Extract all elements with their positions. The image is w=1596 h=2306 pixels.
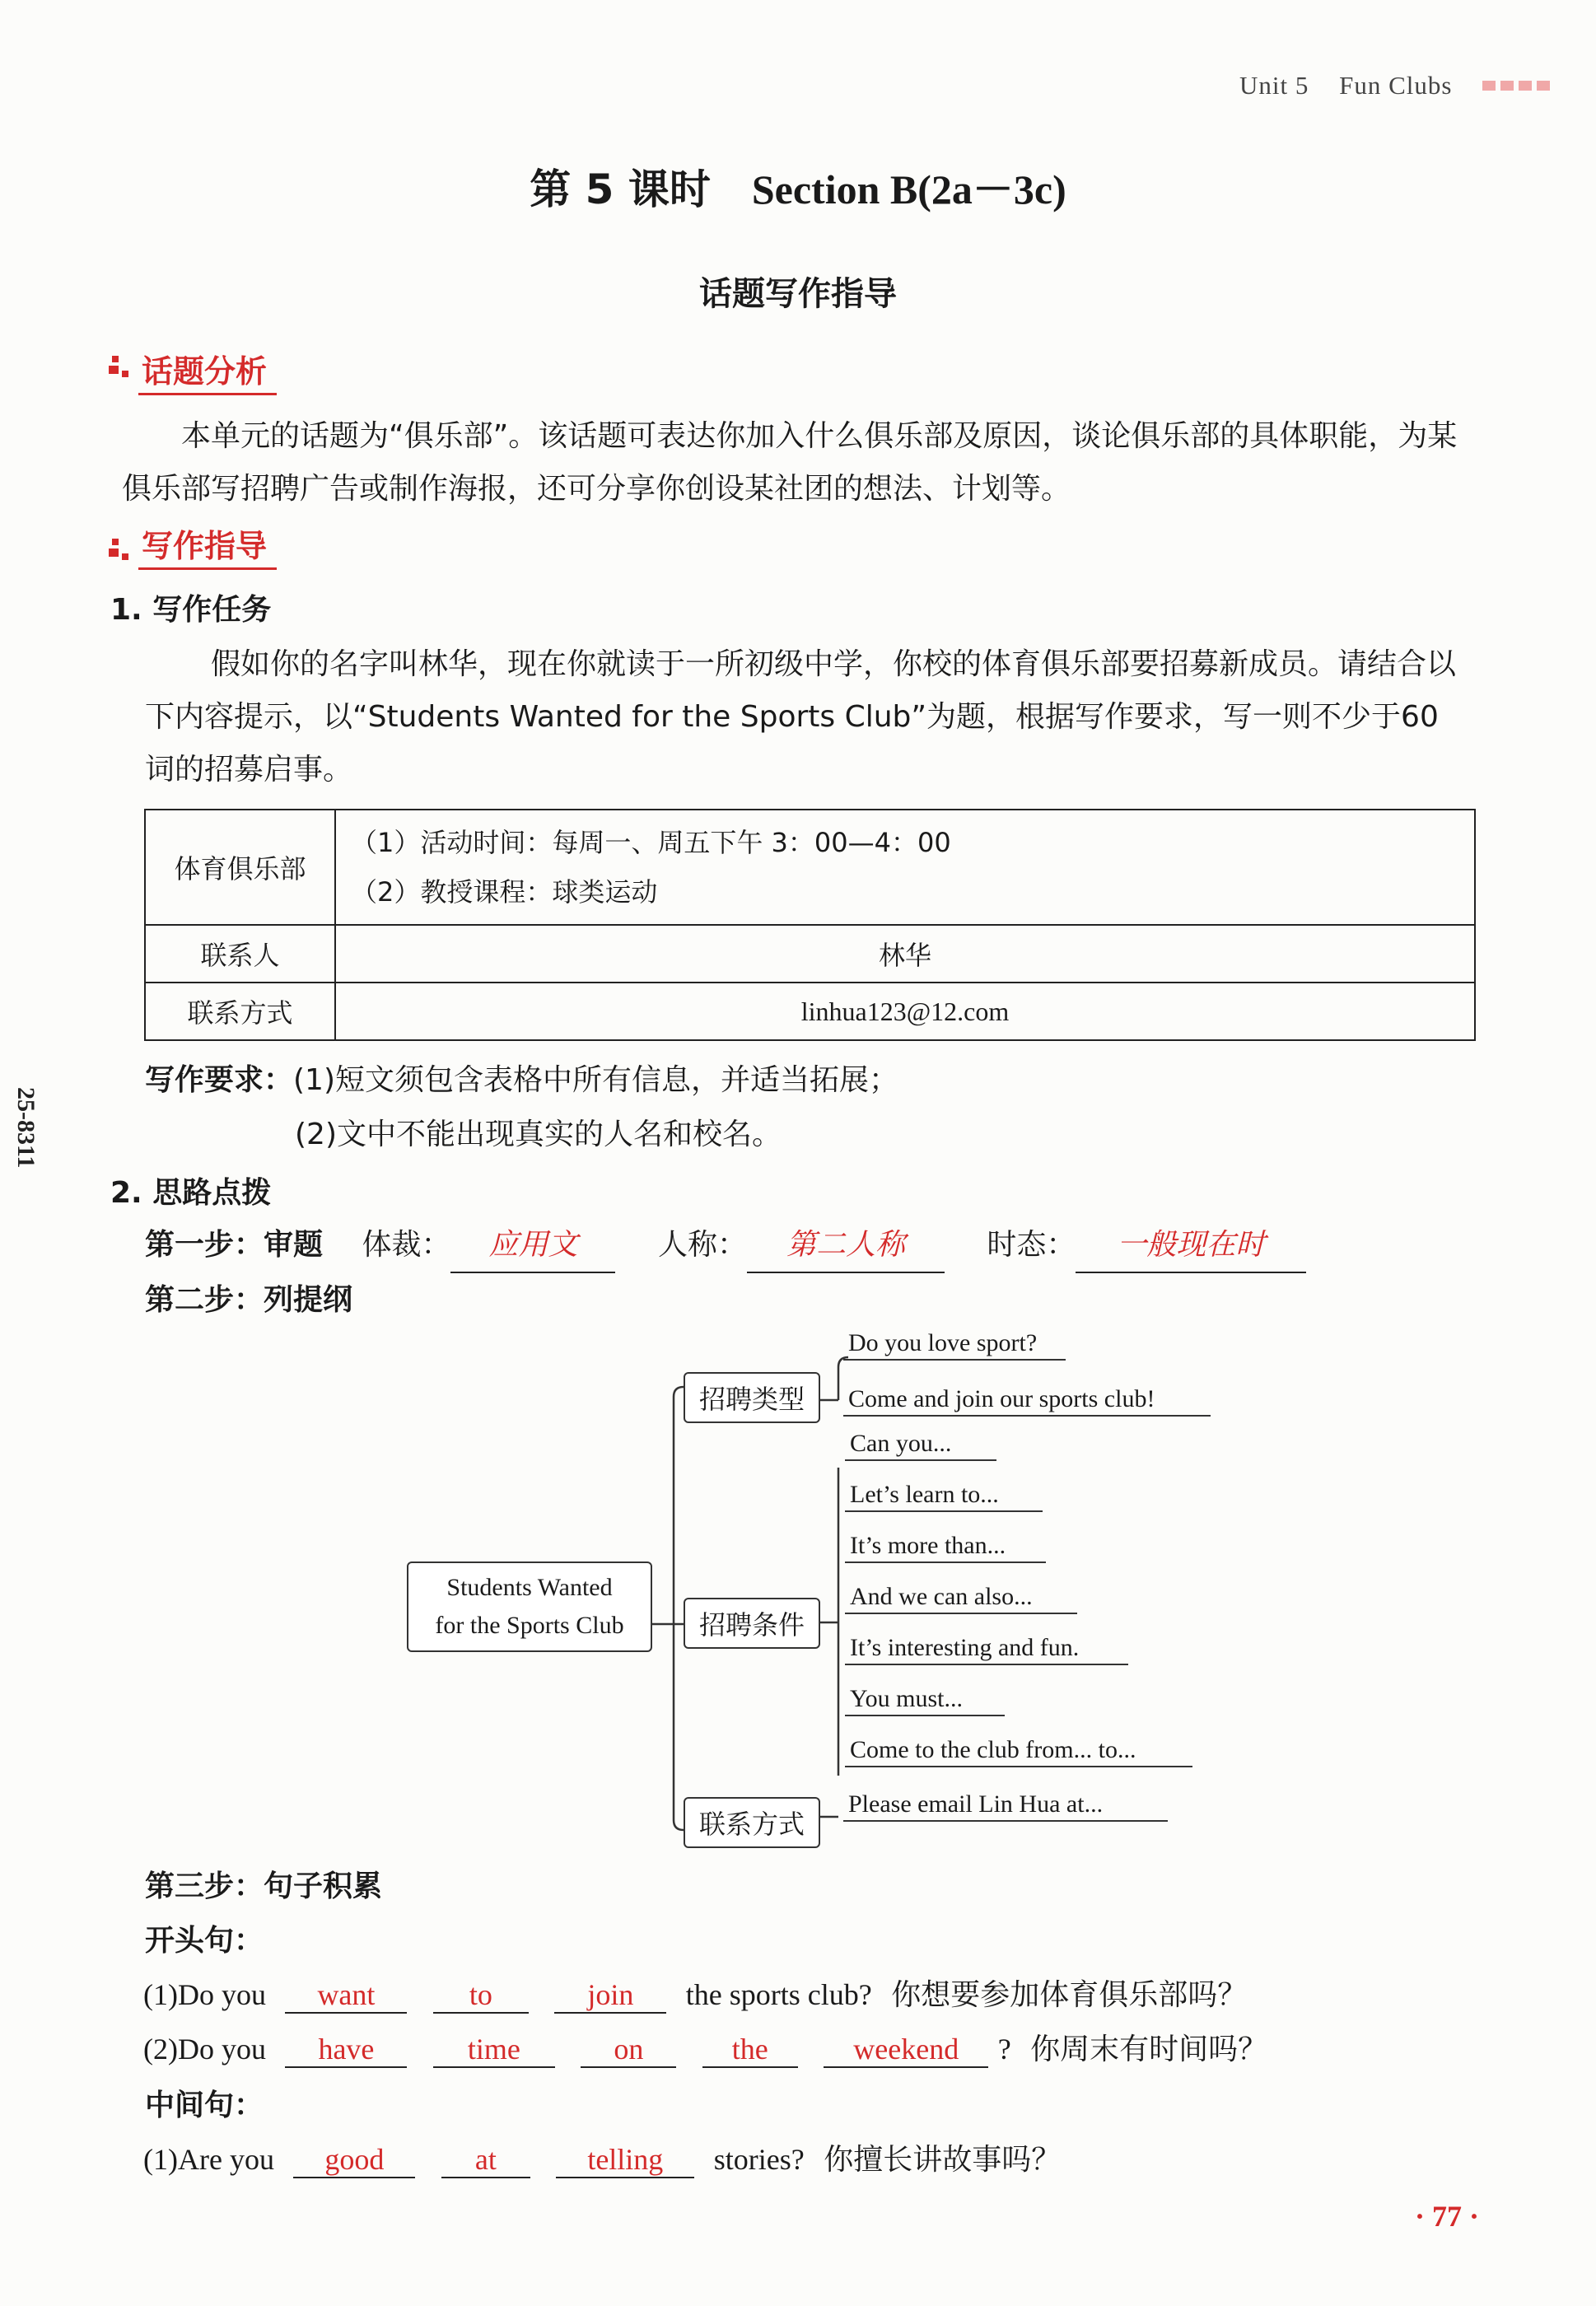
mindmap-leaf: Come to the club from... to... [845,1736,1192,1767]
sentence-suffix: the sports club? [685,1978,872,2011]
middle-label: 中间句： [145,2089,264,2122]
mindmap-branch-contact: 联系方式 [684,1797,820,1848]
sentence-blank: the [702,2032,798,2068]
sentence-translation: 你擅长讲故事吗？ [824,2143,1062,2177]
table-line: （1）活动时间：每周一、周五下午 3：00—4：00 [351,827,951,858]
step1-label: 第一步：审题 [145,1228,324,1262]
mindmap-leaf: You must... [845,1685,1005,1716]
running-head-title: Fun Clubs [1339,71,1453,100]
sentence-suffix: ? [997,2033,1011,2066]
guide-title: 话题写作指导 [699,275,897,313]
mindmap-leaf: Do you love sport? [843,1329,1066,1361]
running-head-unit: Unit 5 [1239,71,1309,100]
mindmap-center-node [407,1561,652,1652]
person-answer: 第二人称 [747,1219,945,1273]
sentence-row [143,2026,1267,2068]
genre-label: 体裁： [362,1228,451,1262]
mindmap-leaf: It’s interesting and fun. [845,1634,1128,1665]
requirements-label: 写作要求： [145,1063,294,1097]
sentence-translation: 你想要参加体育俱乐部吗？ [891,1978,1248,2012]
person-label: 人称： [657,1228,747,1262]
lesson-label: 第 5 课时 [530,166,711,213]
table-label: 联系人 [145,925,335,983]
mindmap-branch-type: 招聘类型 [684,1372,820,1423]
sentence-blank: at [441,2142,530,2178]
sentence-prefix: Do you [177,1978,266,2011]
sentence-blank: weekend [824,2032,988,2068]
center-line: Students Wanted [446,1574,613,1601]
step3-label: 第三步：句子积累 [145,1870,383,1903]
mindmap-branch-conditions: 招聘条件 [684,1598,820,1649]
sentence-prefix: Are you [177,2143,274,2176]
table-value: 林华 [335,925,1475,983]
topic-analysis-text: 本单元的话题为“俱乐部”。该话题可表达你加入什么俱乐部及原因，谈论俱乐部的具体职能，为某俱乐部写招聘广告或制作海报，还可分享你创设某社团的想法、计划等。 [122,419,1458,506]
requirement-item: (2)文中不能出现真实的人名和校名。 [295,1118,782,1151]
mindmap-leaf: And we can also... [845,1583,1077,1614]
opening-label: 开头句： [145,1924,264,1958]
table-label: 体育俱乐部 [145,810,335,925]
center-line: for the Sports Club [435,1612,624,1639]
sentence-blank: to [433,1977,529,2014]
sentence-num: (1) [143,1978,178,2011]
mindmap-leaf: Let’s learn to... [845,1481,1043,1512]
side-code: 25-8311 [12,1087,40,1169]
task-title: 1. 写作任务 [110,593,272,627]
sentence-translation: 你周末有时间吗？ [1030,2033,1268,2066]
mindmap-leaf: It’s more than... [845,1532,1046,1563]
sentence-row [143,2136,1061,2178]
sentence-blank: have [285,2032,407,2068]
sentence-blank: telling [556,2142,694,2178]
sentence-blank: join [554,1977,666,2014]
sentence-num: (1) [143,2143,178,2176]
sentence-num: (2) [143,2033,178,2066]
sentence-prefix: Do you [177,2033,266,2066]
page-number: · 77 · [1415,2200,1480,2233]
table-value: linhua123@12.com [335,983,1475,1040]
mindmap-leaf: Can you... [845,1430,996,1461]
sentence-blank: want [285,1977,407,2014]
sentence-row [143,1972,1247,2014]
tense-answer: 一般现在时 [1076,1219,1306,1273]
topic-analysis-heading: 话题分析 [138,346,277,395]
lesson-section: Section B(2a－3c) [751,166,1066,212]
requirement-item: (1)短文须包含表格中所有信息，并适当拓展； [293,1063,899,1097]
ideas-title: 2. 思路点拨 [110,1176,272,1210]
genre-answer: 应用文 [450,1219,615,1273]
sentence-blank: time [433,2032,555,2068]
table-line: （2）教授课程：球类运动 [351,876,658,908]
tense-label: 时态： [987,1228,1076,1262]
sentence-blank: on [581,2032,676,2068]
step2-label: 第二步：列提纲 [145,1283,353,1317]
writing-guide-heading: 写作指导 [138,520,277,570]
mindmap-leaf: Come and join our sports club! [843,1385,1211,1417]
sentence-suffix: stories? [713,2143,805,2176]
sentence-blank: good [293,2142,415,2178]
table-label: 联系方式 [145,983,335,1040]
task-text: 假如你的名字叫林华，现在你就读于一所初级中学，你校的体育俱乐部要招募新成员。请结合以下内容提示，以“Students Wanted for the Sports Club”为题，根据写作要求，写一则不少于60 词的招募启事。 [145,647,1457,787]
mindmap-leaf: Please email Lin Hua at... [843,1790,1168,1822]
